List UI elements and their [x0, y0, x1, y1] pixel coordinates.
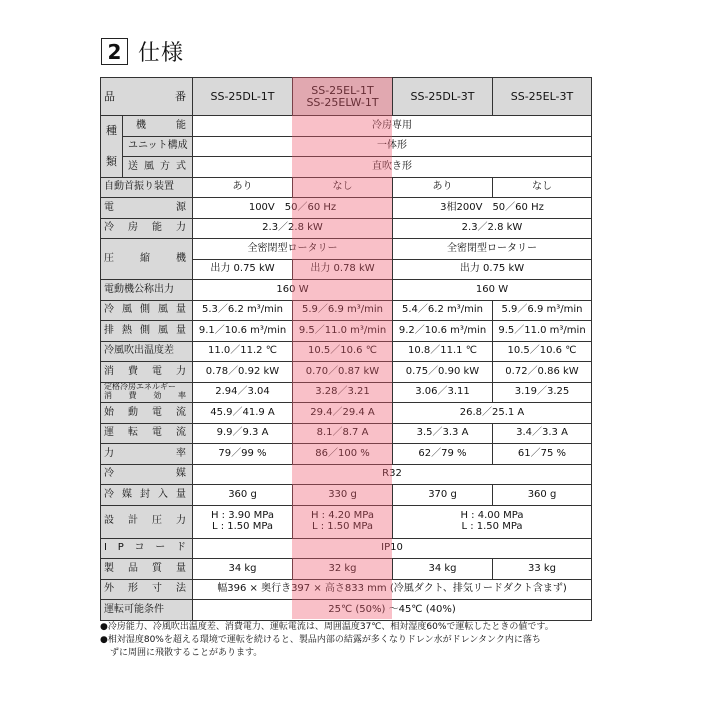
cell: 3.06／3.11 — [393, 382, 493, 403]
cell: 34 kg — [393, 559, 493, 580]
row-swing — [101, 177, 592, 198]
cell: 0.75／0.90 kW — [393, 362, 493, 383]
cell: 2.3／2.8 kW — [193, 218, 393, 239]
cell: 0.72／0.86 kW — [493, 362, 592, 383]
cell: H : 4.00 MPa L : 1.50 MPa — [393, 505, 592, 538]
cell: 9.5／11.0 m³/min — [493, 321, 592, 342]
cell: 360 g — [193, 485, 293, 506]
label-cooling: 冷 房 能 力 — [101, 218, 193, 239]
cell: 26.8／25.1 A — [393, 403, 592, 424]
cell: あり — [193, 177, 293, 198]
cell: 62／79 % — [393, 444, 493, 465]
cell: 100V 50／60 Hz — [193, 198, 393, 219]
cell: 5.9／6.9 m³/min — [293, 300, 393, 321]
label-compressor: 圧 縮 機 — [101, 239, 193, 280]
cell: 5.3／6.2 m³/min — [193, 300, 293, 321]
cell: R32 — [193, 464, 592, 485]
label-power: 電 源 — [101, 198, 193, 219]
footnotes — [100, 621, 640, 660]
row-charge — [101, 485, 592, 506]
model-ss-25el-1t: SS-25EL-1T SS-25ELW-1T — [293, 78, 393, 116]
value-unit: 一体形 — [193, 136, 592, 157]
cell: 出力 0.75 kW — [193, 259, 293, 280]
row-air — [101, 157, 592, 178]
row-pressure — [101, 505, 592, 538]
row-temp-diff — [101, 341, 592, 362]
cell: 10.8／11.1 ℃ — [393, 341, 493, 362]
label-motor: 電動機公称出力 — [101, 280, 193, 301]
row-power-factor — [101, 444, 592, 465]
section-heading — [101, 36, 184, 67]
value-function: 冷房専用 — [193, 116, 592, 137]
cell: 3.28／3.21 — [293, 382, 393, 403]
row-conditions — [101, 600, 592, 621]
label-cold-air: 冷 風 側 風 量 — [101, 300, 193, 321]
cell: 29.4／29.4 A — [293, 403, 393, 424]
cell: H : 3.90 MPa L : 1.50 MPa — [193, 505, 293, 538]
label-air: 送 風 方 式 — [123, 157, 193, 178]
cell: 9.2／10.6 m³/min — [393, 321, 493, 342]
cell: なし — [293, 177, 393, 198]
label-consumption: 消 費 電 力 — [101, 362, 193, 383]
row-cold-air — [101, 300, 592, 321]
cell: 0.70／0.87 kW — [293, 362, 393, 383]
header-label: 品 番 — [101, 78, 193, 116]
cell: 11.0／11.2 ℃ — [193, 341, 293, 362]
row-function — [101, 116, 592, 137]
row-run-current — [101, 423, 592, 444]
row-cooling — [101, 218, 592, 239]
model-ss-25dl-3t: SS-25DL-3T — [393, 78, 493, 116]
row-unit — [101, 136, 592, 157]
cell: 幅396 × 奥行き397 × 高さ833 mm (冷風ダクト、排気リードダクト含まず) — [193, 579, 592, 600]
label-run-current: 運 転 電 流 — [101, 423, 193, 444]
label-power-factor: 力 率 — [101, 444, 193, 465]
label-start-current: 始 動 電 流 — [101, 403, 193, 424]
cell: 370 g — [393, 485, 493, 506]
footnote-2-cont: ずに周囲に飛散することがあります。 — [110, 648, 263, 658]
row-power — [101, 198, 592, 219]
label-conditions: 運転可能条件 — [101, 600, 193, 621]
label-efficiency: 定格冷房エネルギー 消 費 効 率 — [101, 382, 193, 403]
cell: 360 g — [493, 485, 592, 506]
label-ip: I P コ ー ド — [101, 538, 193, 559]
cell: 2.3／2.8 kW — [393, 218, 592, 239]
cell: 33 kg — [493, 559, 592, 580]
label-dimensions: 外 形 寸 法 — [101, 579, 193, 600]
cell: 3.4／3.3 A — [493, 423, 592, 444]
row-weight — [101, 559, 592, 580]
type-category: 種 類 — [101, 116, 123, 178]
header-row — [101, 78, 592, 116]
cell: 出力 0.78 kW — [293, 259, 393, 280]
row-ip — [101, 538, 592, 559]
cell: なし — [493, 177, 592, 198]
cell: 45.9／41.9 A — [193, 403, 293, 424]
cell: 32 kg — [293, 559, 393, 580]
cell: H : 4.20 MPa L : 1.50 MPa — [293, 505, 393, 538]
cell: 10.5／10.6 ℃ — [493, 341, 592, 362]
label-unit: ユニット構成 — [123, 136, 193, 157]
row-motor — [101, 280, 592, 301]
row-start-current — [101, 403, 592, 424]
cell: 160 W — [193, 280, 393, 301]
cell: 9.9／9.3 A — [193, 423, 293, 444]
cell: 8.1／8.7 A — [293, 423, 393, 444]
label-charge: 冷 媒 封 入 量 — [101, 485, 193, 506]
cell: 330 g — [293, 485, 393, 506]
section-number: 2 — [101, 38, 128, 65]
spec-table-wrapper — [100, 77, 591, 621]
row-exhaust — [101, 321, 592, 342]
cell: IP10 — [193, 538, 592, 559]
footnote-1: ●冷房能力、冷風吹出温度差、消費電力、運転電流は、周囲温度37℃、相対湿度60%で運転したときの値です。 — [100, 622, 554, 632]
cell: 5.9／6.9 m³/min — [493, 300, 592, 321]
section-title: 仕様 — [138, 41, 185, 66]
label-swing: 自動首振り装置 — [101, 177, 193, 198]
row-efficiency — [101, 382, 592, 403]
row-consumption — [101, 362, 592, 383]
cell: 全密閉型ロータリー — [193, 239, 393, 260]
cell: 61／75 % — [493, 444, 592, 465]
cell: 0.78／0.92 kW — [193, 362, 293, 383]
cell: 86／100 % — [293, 444, 393, 465]
cell: 2.94／3.04 — [193, 382, 293, 403]
label-function: 機 能 — [123, 116, 193, 137]
label-weight: 製 品 質 量 — [101, 559, 193, 580]
cell: 25℃ (50%) ～45℃ (40%) — [193, 600, 592, 621]
cell: 出力 0.75 kW — [393, 259, 592, 280]
cell: 全密閉型ロータリー — [393, 239, 592, 260]
cell: 160 W — [393, 280, 592, 301]
cell: あり — [393, 177, 493, 198]
row-refrigerant — [101, 464, 592, 485]
model-ss-25dl-1t: SS-25DL-1T — [193, 78, 293, 116]
value-air: 直吹き形 — [193, 157, 592, 178]
cell: 3.19／3.25 — [493, 382, 592, 403]
footnote-2: ●相対湿度80%を超える環境で運転を続けると、製品内部の結露が多くなりドレン水がドレンタンク内に落ち — [100, 635, 541, 645]
row-compressor-type — [101, 239, 592, 260]
cell: 34 kg — [193, 559, 293, 580]
cell: 9.5／11.0 m³/min — [293, 321, 393, 342]
model-ss-25el-3t: SS-25EL-3T — [493, 78, 592, 116]
label-temp-diff: 冷風吹出温度差 — [101, 341, 193, 362]
spec-table — [100, 77, 592, 621]
label-pressure: 設 計 圧 力 — [101, 505, 193, 538]
row-dimensions — [101, 579, 592, 600]
label-exhaust: 排 熱 側 風 量 — [101, 321, 193, 342]
cell: 5.4／6.2 m³/min — [393, 300, 493, 321]
cell: 9.1／10.6 m³/min — [193, 321, 293, 342]
cell: 3相200V 50／60 Hz — [393, 198, 592, 219]
cell: 3.5／3.3 A — [393, 423, 493, 444]
cell: 79／99 % — [193, 444, 293, 465]
cell: 10.5／10.6 ℃ — [293, 341, 393, 362]
label-refrigerant: 冷 媒 — [101, 464, 193, 485]
